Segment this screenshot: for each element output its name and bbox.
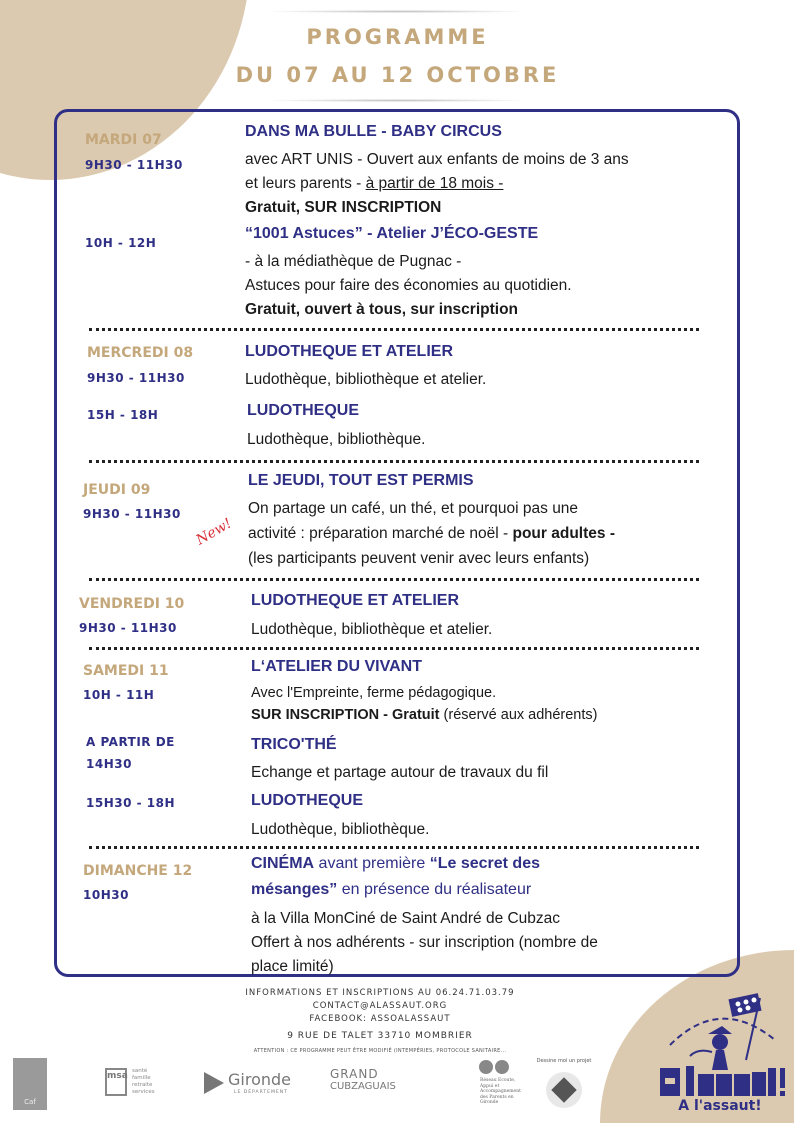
event-text: [251, 704, 597, 726]
kite-icon: [551, 1077, 576, 1102]
event-text: Ludothèque, bibliothèque.: [247, 431, 426, 448]
time-label: 15H30 - 18H: [86, 796, 176, 810]
day-label: VENDREDI 10: [79, 596, 185, 612]
event-price: SUR INSCRIPTION - Gratuit: [251, 707, 440, 723]
event-text: [248, 521, 615, 546]
event-title: [251, 881, 531, 899]
event-text: Offert à nos adhérents - sur inscription (nombre de: [251, 934, 598, 951]
gironde-logo-sub: LE DÉPARTEMENT: [234, 1090, 288, 1095]
reaap-logo: [454, 1060, 534, 1118]
gc-logo-line1: GRAND: [330, 1067, 379, 1081]
day-label: SAMEDI 11: [83, 663, 169, 679]
event-text: place limité): [251, 958, 334, 975]
event-title-part: CINÉMA: [251, 855, 315, 872]
event-text: On partage un café, un thé, et pourquoi pas une: [248, 500, 579, 517]
time-label: 10H30: [83, 888, 129, 902]
event-text: Avec l'Empreinte, ferme pédagogique.: [251, 685, 497, 701]
a-lassaut-logo: [650, 990, 790, 1100]
day-label: DIMANCHE 12: [83, 863, 193, 879]
event-text: Ludothèque, bibliothèque et atelier.: [251, 621, 493, 638]
separator: [89, 328, 699, 331]
round-partner-logo: [536, 1058, 592, 1114]
event-text: à la Villa MonCiné de Saint André de Cubzac: [251, 910, 561, 927]
msa-logo-mark: msa: [105, 1068, 127, 1096]
brand-name: A l'assaut!: [678, 1098, 762, 1114]
grand-cubzaguais-logo: [330, 1068, 430, 1102]
title-line-1: PROGRAMME: [306, 25, 489, 49]
film-title: mésanges”: [251, 881, 338, 898]
event-text-part: et leurs parents -: [245, 175, 366, 192]
event-text: - à la médiathèque de Pugnac -: [245, 253, 462, 270]
event-title: LUDOTHEQUE: [247, 402, 359, 419]
event-text: Ludothèque, bibliothèque et atelier.: [245, 371, 487, 388]
round-logo-text: Dessine moi un projet: [536, 1058, 592, 1064]
event-audience: pour adultes -: [512, 525, 615, 542]
event-text-part: activité : préparation marché de noël -: [248, 525, 513, 542]
event-title-part: avant première: [314, 855, 430, 872]
event-title: LE JEUDI, TOUT EST PERMIS: [248, 472, 474, 489]
reaap-logo-text: Réseau Ecoute, Appui et Accompagnement des Parents en Gironde: [480, 1078, 521, 1105]
caf-logo-text: Caf: [24, 1098, 36, 1106]
partner-logos: [0, 1058, 600, 1118]
event-title: LUDOTHEQUE: [251, 792, 363, 809]
day-label: MERCREDI 08: [87, 345, 194, 361]
event-text: Echange et partage autour de travaux du fil: [251, 764, 549, 781]
event-note: (réservé aux adhérents): [439, 707, 598, 723]
time-label: 9H30 - 11H30: [85, 158, 183, 172]
gironde-arrow-icon: [204, 1072, 224, 1094]
day-label: JEUDI 09: [83, 482, 151, 498]
event-text: Astuces pour faire des économies au quotidien.: [245, 277, 572, 294]
program-box: [54, 109, 740, 977]
event-title: LUDOTHEQUE ET ATELIER: [251, 592, 459, 609]
event-title-part: en présence du réalisateur: [337, 881, 532, 898]
footer-contact: [200, 987, 560, 1058]
event-text: [245, 171, 503, 196]
time-label: 10H - 12H: [85, 236, 157, 250]
time-label: 15H - 18H: [87, 408, 159, 422]
pirate-figure-icon: [712, 1034, 728, 1050]
time-label: 9H30 - 11H30: [87, 371, 185, 385]
facebook-handle[interactable]: FACEBOOK: ASSOALASSAUT: [309, 1014, 451, 1024]
event-title: TRICO'THÉ: [251, 736, 337, 753]
event-title: L‘ATELIER DU VIVANT: [251, 658, 422, 675]
warning-note: ATTENTION : CE PROGRAMME PEUT ÊTRE MODIFIÉ (INTEMPÉRIES, PROTOCOLE SANITAIRE...: [253, 1048, 507, 1054]
event-text: Ludothèque, bibliothèque.: [251, 821, 430, 838]
round-logo-disc: [546, 1072, 582, 1108]
time-label: 9H30 - 11H30: [79, 621, 177, 635]
gironde-logo: [204, 1070, 299, 1098]
event-age-note: à partir de 18 mois -: [365, 175, 504, 192]
time-label: 9H30 - 11H30: [83, 507, 181, 521]
event-title: DANS MA BULLE - BABY CIRCUS: [245, 123, 502, 140]
time-label: 10H - 11H: [83, 688, 155, 702]
event-title: LUDOTHEQUE ET ATELIER: [245, 343, 453, 360]
event-price: Gratuit, SUR INSCRIPTION: [245, 199, 442, 216]
gironde-logo-name: Gironde: [228, 1070, 291, 1089]
time-label: 14H30: [86, 757, 132, 771]
film-title: “Le secret des: [429, 855, 540, 872]
title-divider-bottom: [270, 99, 525, 102]
event-text: avec ART UNIS - Ouvert aux enfants de moins de 3 ans: [245, 151, 629, 168]
event-price: Gratuit, ouvert à tous, sur inscription: [245, 301, 519, 318]
reaap-people-icon: [479, 1060, 511, 1076]
event-title: “1001 Astuces” - Atelier J’ÉCO-GESTE: [245, 225, 539, 242]
time-label: A PARTIR DE: [86, 735, 175, 749]
event-title: [251, 855, 540, 873]
caf-logo: [13, 1058, 47, 1110]
page-title: [230, 10, 565, 102]
new-badge: New!: [193, 515, 235, 549]
msa-logo-words: santé famille retraite services: [132, 1068, 155, 1095]
separator: [89, 460, 699, 463]
title-line-2: DU 07 AU 12 OCTOBRE: [235, 63, 560, 87]
gc-logo-line2: CUBZAGUAIS: [330, 1081, 396, 1092]
title-divider-top: [270, 10, 525, 13]
separator: [89, 647, 699, 650]
day-label: MARDI 07: [85, 132, 162, 148]
info-phone: INFORMATIONS ET INSCRIPTIONS AU 06.24.71.03.79: [245, 988, 515, 998]
msa-logo: [100, 1068, 170, 1108]
separator: [89, 578, 699, 581]
separator: [89, 846, 699, 849]
contact-email[interactable]: CONTACT@ALASSAUT.ORG: [312, 1001, 448, 1011]
address: 9 RUE DE TALET 33710 MOMBRIER: [287, 1031, 473, 1041]
event-text: (les participants peuvent venir avec leurs enfants): [248, 550, 590, 567]
